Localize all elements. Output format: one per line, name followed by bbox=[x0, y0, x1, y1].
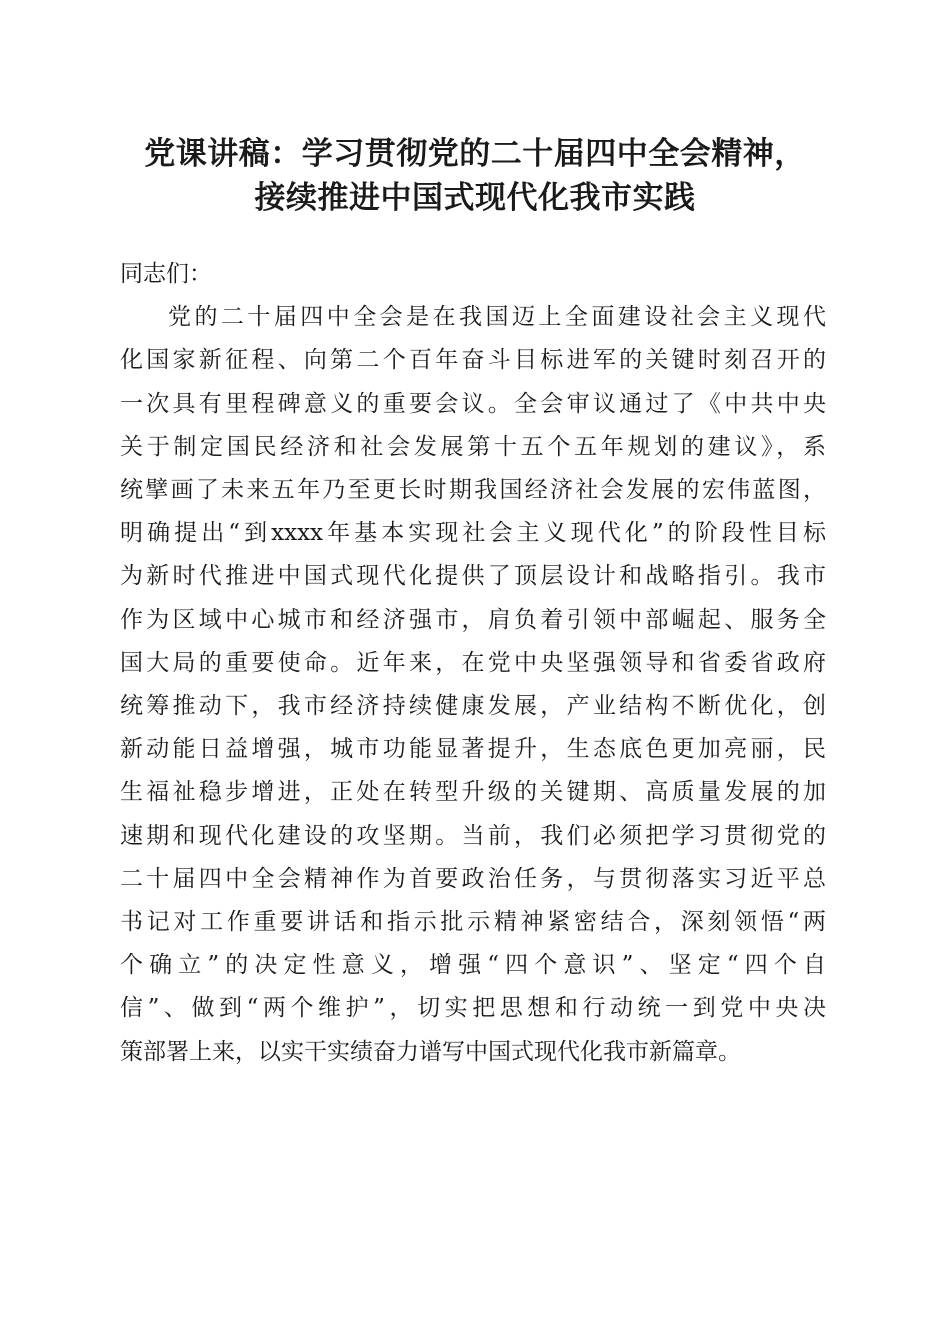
document-title bbox=[100, 132, 850, 220]
paragraph-line: 作为区域中心城市和经济强市，肩负着引领中部崛起、服务全 bbox=[120, 606, 826, 633]
salutation: 同志们： bbox=[120, 261, 212, 287]
paragraph-line: 统擘画了未来五年乃至更长时期我国经济社会发展的宏伟蓝图， bbox=[120, 477, 826, 504]
paragraph-line: 二十届四中全会精神作为首要政治任务，与贯彻落实习近平总 bbox=[120, 865, 826, 892]
paragraph-line: 策部署上来，以实干实绩奋力谱写中国式现代化我市新篇章。 bbox=[120, 1038, 741, 1065]
paragraph-line: 党的二十届四中全会是在我国迈上全面建设社会主义现代 bbox=[168, 304, 826, 331]
paragraph-line: 关于制定国民经济和社会发展第十五个五年规划的建议》，系 bbox=[120, 433, 826, 460]
paragraph-line: 信”、做到“两个维护”，切实把思想和行动统一到党中央决 bbox=[120, 995, 826, 1022]
paragraph-line: 化国家新征程、向第二个百年奋斗目标进军的关键时刻召开的 bbox=[120, 347, 826, 374]
paragraph-line: 新动能日益增强，城市功能显著提升，生态底色更加亮丽，民 bbox=[120, 736, 826, 763]
paragraph-line: 生福祉稳步增进，正处在转型升级的关键期、高质量发展的加 bbox=[120, 779, 826, 806]
title-line-2: 接续推进中国式现代化我市实践 bbox=[254, 180, 696, 216]
paragraph-line: 个确立”的决定性意义，增强“四个意识”、坚定“四个自 bbox=[120, 952, 826, 979]
body-paragraph bbox=[120, 296, 826, 1074]
paragraph-line: 为新时代推进中国式现代化提供了顶层设计和战略指引。我市 bbox=[120, 563, 826, 590]
paragraph-line: 速期和现代化建设的攻坚期。当前，我们必须把学习贯彻党的 bbox=[120, 822, 826, 849]
document-body bbox=[120, 253, 826, 1074]
paragraph-line: 书记对工作重要讲话和指示批示精神紧密结合，深刻领悟“两 bbox=[120, 909, 826, 936]
paragraph-line: 国大局的重要使命。近年来，在党中央坚强领导和省委省政府 bbox=[120, 649, 826, 676]
paragraph-line: 明确提出“到xxxx年基本实现社会主义现代化”的阶段性目标 bbox=[120, 520, 826, 547]
title-line-1: 党课讲稿：学习贯彻党的二十届四中全会精神， bbox=[144, 136, 806, 172]
paragraph-line: 统筹推动下，我市经济持续健康发展，产业结构不断优化，创 bbox=[120, 693, 826, 720]
paragraph-line: 一次具有里程碑意义的重要会议。全会审议通过了《中共中央 bbox=[120, 390, 826, 417]
